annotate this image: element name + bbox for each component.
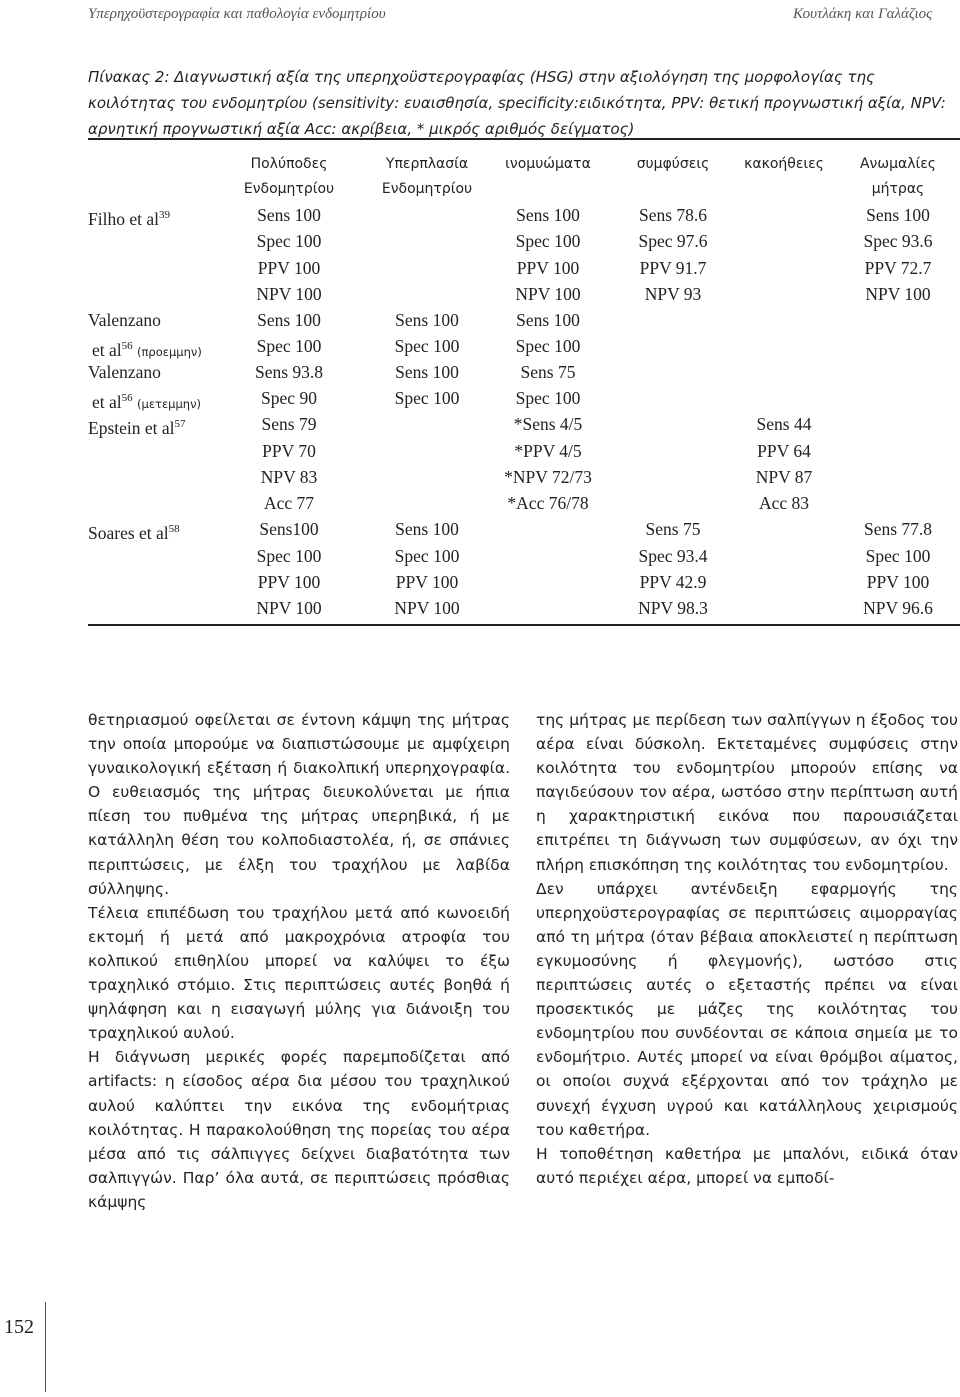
table-cell: Spec 100 <box>394 388 460 408</box>
table-cell: Sens 77.8 <box>863 519 933 539</box>
reference-number: 57 <box>174 418 186 430</box>
table-cell: *NPV 72/73 <box>504 467 592 487</box>
table-cell: *Sens 4/5 <box>513 414 583 434</box>
table-cell: Spec 100 <box>256 546 322 566</box>
body-paragraph: Η διάγνωση μερικές φορές παρεμποδίζεται από artifacts: η είσοδος αέρα δια μέσου του τραχηλικού αυλού καλύπτει την εικόνα της ενδομήτριας κοιλότητας. Η παρακολούθηση της πορείας του αέρα μέσα από τις σάλπιγγες δείχνει διαβατότητα των σαλπιγγών. Παρ’ όλα αυτά, σε περιπτώσεις πρόσθιας κάμψης <box>88 1048 510 1211</box>
table-cell: *PPV 4/5 <box>514 441 582 461</box>
running-header-title: Υπερηχοϋστερογραφία και παθολογία ενδομητρίου <box>88 6 386 22</box>
table-cell: Spec 100 <box>515 388 581 408</box>
table-cell: Acc 77 <box>263 493 315 513</box>
table-cell: Sens 100 <box>516 310 580 330</box>
study-name-cont: et al <box>92 339 122 360</box>
study-label <box>88 414 186 438</box>
table-cell: *Acc 76/78 <box>507 493 589 513</box>
body-paragraph: Δεν υπάρχει αντένδειξη εφαρμογής της υπερηχοϋστερογραφίας σε περιπτώσεις αιμορραγίας από τη μήτρα (όταν βέβαια αποκλειστεί η περίπτωση εγκυμοσύνης ή φλεγμονής), ωστόσο στις περιπτώσεις αυτές ο εξεταστής πρέπει να είναι προσεκτικός με μάζες της κοιλότητας του ενδομητρίου που συνδέονται σε κάποια σημεία με το ενδομήτριο. Αυτές μπορεί να είναι θρόμβοι αίματος, οι οποίοι συχνά εξέρχονται από τον τράχηλο με συνεχή έγχυση υγρού και κατάλληλους χειρισμούς του καθετήρα. <box>536 879 958 1139</box>
body-paragraph: Τέλεια επιπέδωση του τραχήλου μετά από κωνοειδή εκτομή ή μετά από μακροχρόνια ατροφία του κολπικού επιθηλίου μπορεί να καλύψει το έξω τραχηλικό στόμιο. Στις περιπτώσεις αυτές βοηθά ή ψηλάφηση και η εισαγωγή μύλης για διάνοιξη του τραχηλικού αυλού. <box>88 903 510 1043</box>
table-cell: NPV 93 <box>644 284 702 304</box>
table-cell: NPV 100 <box>256 284 322 304</box>
table-cell: NPV 100 <box>865 284 931 304</box>
table-cell: NPV 100 <box>256 598 322 618</box>
table-cell: Sens 100 <box>257 205 321 225</box>
study-label <box>88 205 170 229</box>
table-cell: Sens 93.8 <box>254 362 324 382</box>
table-cell: Sens 78.6 <box>638 205 708 225</box>
table-cell: Acc 83 <box>758 493 810 513</box>
table-cell: Sens100 <box>259 519 319 539</box>
study-label <box>88 310 161 330</box>
table-cell: Sens 44 <box>756 414 812 434</box>
table-cell: NPV 98.3 <box>638 598 708 618</box>
table-cell: PPV 100 <box>395 572 459 592</box>
table-cell: Sens 100 <box>257 310 321 330</box>
column-header: Υπερπλασία <box>385 156 469 172</box>
table-cell: Spec 100 <box>256 336 322 356</box>
table-cell: Spec 100 <box>394 336 460 356</box>
column-header: Ανωμαλίες <box>859 156 937 172</box>
study-label <box>88 519 180 543</box>
body-paragraph: της μήτρας με περίδεση των σαλπίγγων η έξοδος του αέρα είναι δύσκολη. Εκτεταμένες συμφύσεις στην κοιλότητα του ενδομητρίου μπορούν επίσης να παγιδεύσουν τον αέρα, ωστόσο στην περίπτωση αυτή η χαρακτηριστική εικόνα που παρουσιάζεται επιτρέπει τη διάγνωση των συμφύσεων, αν όχι την πλήρη επισκόπηση της κοιλότητας του ενδομητρίου. <box>536 711 958 874</box>
table-cell: Spec 100 <box>394 546 460 566</box>
study-note: (προεμμην) <box>137 344 202 359</box>
study-label <box>88 362 161 382</box>
reference-number: 56 <box>121 392 133 404</box>
column-header: ινομυώματα <box>505 156 591 172</box>
table-cell: Spec 100 <box>515 231 581 251</box>
body-column-left <box>88 708 510 1214</box>
table-cell: Spec 97.6 <box>638 231 708 251</box>
column-header: κακοήθειες <box>744 156 824 172</box>
running-header-authors: Κουτλάκη και Γαλάζιος <box>793 6 933 22</box>
study-name: Filho et al <box>88 208 159 229</box>
column-header: συμφύσεις <box>636 156 710 172</box>
body-paragraph: Η τοποθέτηση καθετήρα με μπαλόνι, ειδικά όταν αυτό περιέχει αέρα, μπορεί να εμποδί- <box>536 1144 958 1187</box>
table-cell: PPV 100 <box>257 572 321 592</box>
table-cell: Spec 93.6 <box>863 231 933 251</box>
table-cell: Sens 100 <box>395 362 459 382</box>
page-number: 152 <box>4 1316 34 1338</box>
table-cell: Spec 100 <box>515 336 581 356</box>
study-label-line2 <box>92 336 202 362</box>
table-caption: Πίνακας 2: Διαγνωστική αξία της υπερηχοϋστερογραφίας (HSG) στην αξιολόγηση της μορφολογίας της κοιλότητας του ενδομητρίου (sensitivity: ευαισθησία, specificity:ειδικότητα, PPV: θετική προγνωστική αξία, NPV: αρνητική προγνωστική αξία Acc: ακρίβεια, * μικρός αριθμός δείγματος) <box>88 68 946 138</box>
table-cell: NPV 100 <box>515 284 581 304</box>
table-cell: Sens 100 <box>395 310 459 330</box>
study-label-line2 <box>92 388 201 414</box>
table-bottom-rule <box>88 624 960 626</box>
column-header-line2: μήτρας <box>871 181 925 197</box>
table-cell: Sens 100 <box>516 205 580 225</box>
table-top-rule <box>88 138 960 140</box>
table-cell: Sens 75 <box>520 362 576 382</box>
column-header: Πολύποδες <box>250 156 328 172</box>
study-name: Soares et al <box>88 522 169 543</box>
table-cell: Sens 75 <box>645 519 701 539</box>
body-paragraph: θετηριασμού οφείλεται σε έντονη κάμψη της μήτρας την οποία μπορούμε να διαπιστώσουμε με αμφίχειρη γυναικολογική εξέταση ή διακολπική υπερηχογραφία. Ο ευθειασμός της μήτρας διευκολύνεται με ήπια πίεση του πυθμένα της μήτρας υπερηβικά, ή με κατάλληλη θέση του κολποδιαστολέα, ή, σε σπάνιες περιπτώσεις, με έλξη του τραχήλου με λαβίδα σύλληψης. <box>88 711 510 898</box>
table-cell: PPV 100 <box>257 258 321 278</box>
table-cell: NPV 83 <box>260 467 318 487</box>
column-header-line2: Ενδομητρίου <box>243 181 335 197</box>
table-cell: PPV 70 <box>262 441 316 461</box>
table-cell: PPV 91.7 <box>639 258 707 278</box>
column-header-line2: Ενδομητρίου <box>381 181 473 197</box>
table-cell: Spec 90 <box>261 388 317 408</box>
table-cell: Spec 100 <box>256 231 322 251</box>
table-cell: PPV 64 <box>757 441 811 461</box>
study-name-cont: et al <box>92 391 122 412</box>
study-name: Valenzano <box>88 310 161 330</box>
table-cell: PPV 100 <box>866 572 930 592</box>
body-column-right <box>536 708 958 1190</box>
table-cell: PPV 72.7 <box>864 258 932 278</box>
table-cell: PPV 100 <box>516 258 580 278</box>
table-cell: Spec 100 <box>865 546 931 566</box>
table-cell: NPV 87 <box>755 467 813 487</box>
reference-number: 39 <box>158 209 170 221</box>
page-number-rule <box>45 1302 46 1392</box>
study-name: Valenzano <box>88 362 161 382</box>
table-cell: NPV 100 <box>394 598 460 618</box>
table-cell: NPV 96.6 <box>863 598 933 618</box>
study-note: (μετεμμην) <box>137 396 202 411</box>
table-cell: Spec 93.4 <box>638 546 708 566</box>
reference-number: 56 <box>121 340 133 352</box>
table-cell: Sens 100 <box>395 519 459 539</box>
table-cell: Sens 79 <box>261 414 317 434</box>
table-cell: PPV 42.9 <box>639 572 707 592</box>
study-name: Epstein et al <box>88 417 175 438</box>
reference-number: 58 <box>168 523 180 535</box>
table-cell: Sens 100 <box>866 205 930 225</box>
